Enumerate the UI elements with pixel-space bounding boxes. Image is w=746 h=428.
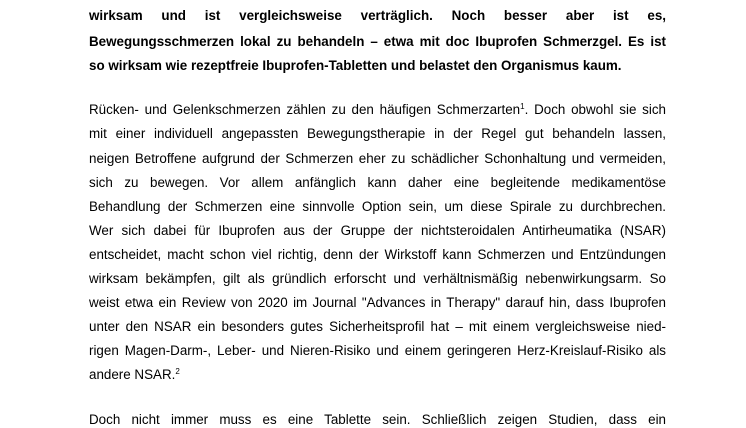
body-line-1-text: Rücken- und Gelenkschmerzen zählen zu den häufigen Schmerzarten xyxy=(89,102,521,117)
next-paragraph-line-1: Doch nicht immer muss es eine Tablette sein. Schließlich zeigen Studien, dass ein xyxy=(89,412,666,427)
intro-line-2: Bewegungsschmerzen lokal zu behandeln – etwa mit doc Ibuprofen Schmerzgel. Es ist xyxy=(89,34,666,49)
body-line-12 xyxy=(89,367,666,383)
body-line-3: neigen Betroffene aufgrund der Schmerzen eher zu schädlicher Schonhaltung und vermeiden, xyxy=(89,151,666,166)
intro-line-1: wirksam und ist vergleichsweise verträglich. Noch besser aber ist es, xyxy=(89,8,666,23)
body-last-line-text: andere NSAR. xyxy=(89,367,176,382)
body-line-9: weist etwa ein Review von 2020 im Journal "Advances in Therapy" darauf hin, dass Ibuprofen xyxy=(89,295,666,310)
footnote-ref-2: 2 xyxy=(175,367,180,376)
body-line-6: Wer sich dabei für Ibuprofen aus der Gruppe der nichtsteroidalen Antirheumatika (NSAR) xyxy=(89,223,666,238)
body-line-5: Behandlung der Schmerzen eine sinnvolle Option sein, um diese Spirale zu durchbrechen. xyxy=(89,199,666,214)
footnote-ref-1: 1 xyxy=(520,102,525,111)
body-line-1-rest: . Doch obwohl sie sich xyxy=(524,102,666,117)
body-line-7: entscheidet, macht schon viel richtig, denn der Wirkstoff kann Schmerzen und Entzündungen xyxy=(89,247,666,262)
body-line-11: rigen Magen-Darm-, Leber- und Nieren-Risiko und einem geringeren Herz-Kreislauf-Risiko als xyxy=(89,343,666,358)
body-line-4: sich zu bewegen. Vor allem anfänglich kann daher eine begleitende medikamentöse xyxy=(89,175,666,190)
body-line-8: wirksam bekämpfen, gilt als gründlich erforscht und verhältnismäßig nebenwirkungsarm. So xyxy=(89,271,666,286)
body-line-1 xyxy=(89,102,666,118)
body-line-2: mit einer individuell angepassten Bewegungstherapie in der Regel gut behandeln lassen, xyxy=(89,126,666,141)
intro-line-3: so wirksam wie rezeptfreie Ibuprofen-Tabletten und belastet den Organismus kaum. xyxy=(89,58,622,73)
body-line-10: unter den NSAR ein besonders gutes Sicherheitsprofil hat – mit einem vergleichsweise nied- xyxy=(89,319,666,334)
